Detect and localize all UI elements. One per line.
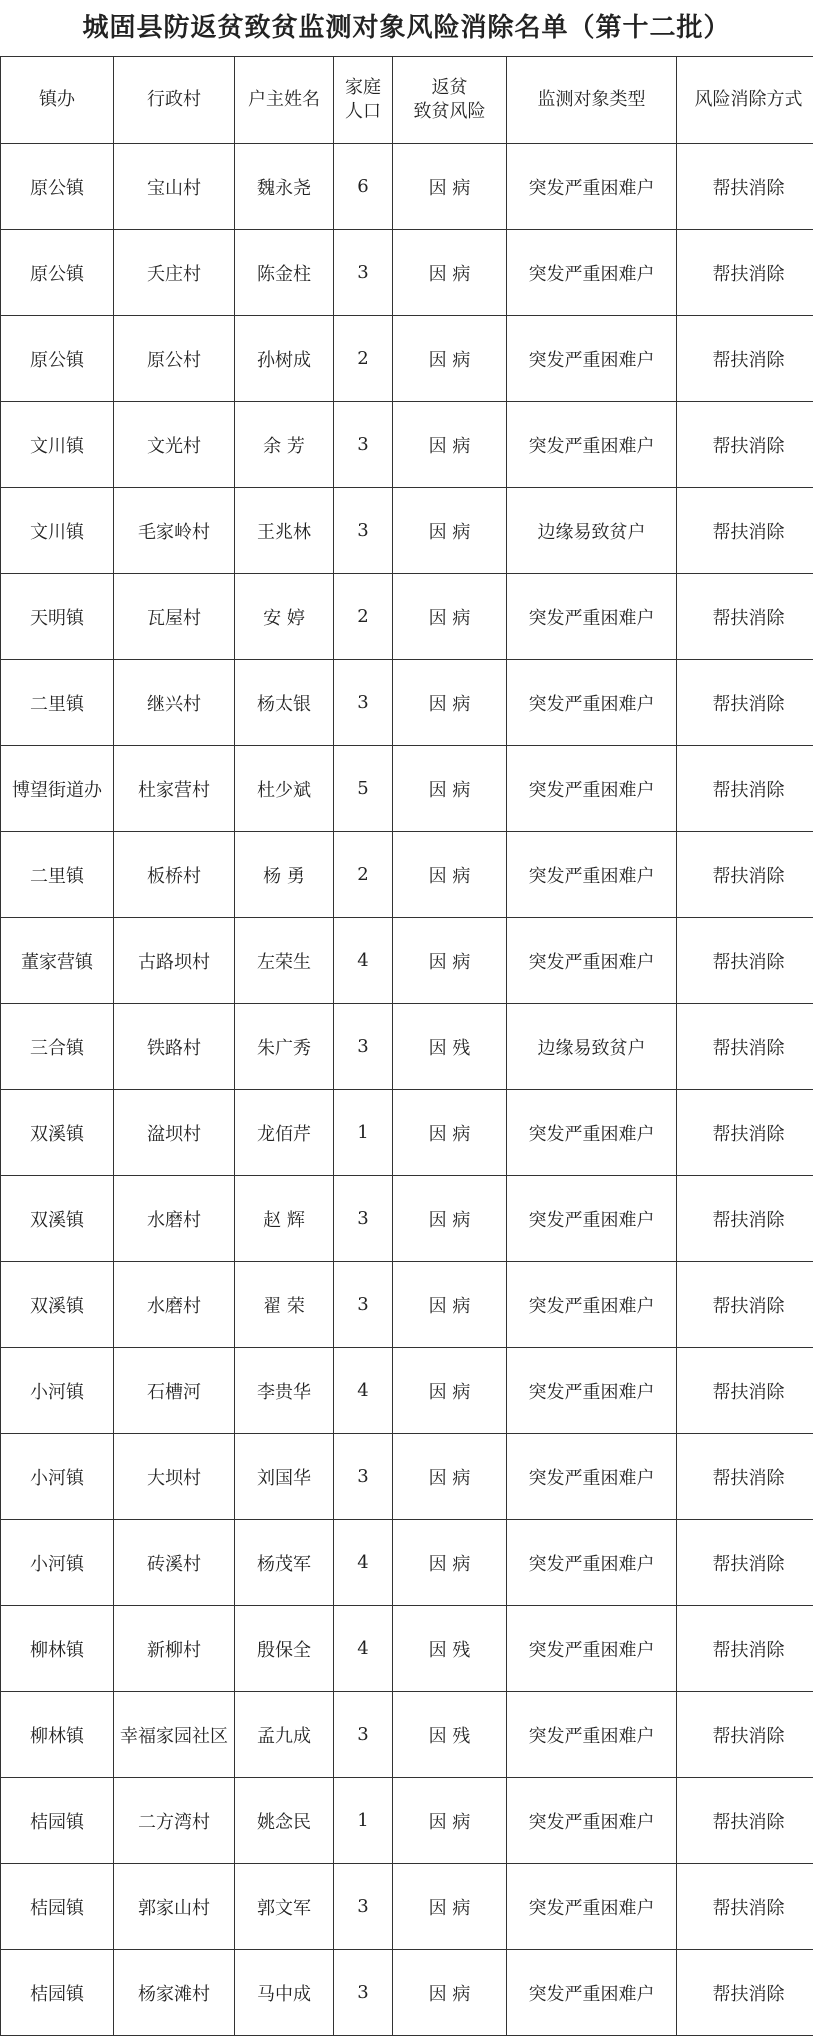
cell-elimination-method: 帮扶消除: [677, 574, 813, 660]
cell-town: 双溪镇: [1, 1090, 114, 1176]
cell-elimination-method: 帮扶消除: [677, 832, 813, 918]
header-town: 镇办: [1, 57, 114, 144]
cell-elimination-method: 帮扶消除: [677, 316, 813, 402]
cell-family-size: 4: [334, 918, 393, 1004]
cell-elimination-method: 帮扶消除: [677, 402, 813, 488]
table-row: [1, 1950, 813, 2036]
cell-family-size: 1: [334, 1778, 393, 1864]
cell-village: 石槽河: [114, 1348, 235, 1434]
cell-family-size: 3: [334, 1262, 393, 1348]
cell-town: 双溪镇: [1, 1176, 114, 1262]
cell-family-size: 6: [334, 144, 393, 230]
cell-householder-name: 杜少斌: [235, 746, 334, 832]
cell-town: 小河镇: [1, 1434, 114, 1520]
cell-risk: 因 病: [393, 832, 507, 918]
cell-family-size: 3: [334, 660, 393, 746]
cell-householder-name: 魏永尧: [235, 144, 334, 230]
table-row: [1, 832, 813, 918]
cell-village: 杜家营村: [114, 746, 235, 832]
cell-family-size: 2: [334, 574, 393, 660]
table-row: [1, 1692, 813, 1778]
cell-monitor-type: 突发严重困难户: [507, 1950, 677, 2036]
cell-risk: 因 病: [393, 1778, 507, 1864]
cell-householder-name: 余 芳: [235, 402, 334, 488]
cell-elimination-method: 帮扶消除: [677, 746, 813, 832]
cell-town: 原公镇: [1, 144, 114, 230]
table-row: [1, 574, 813, 660]
header-village: 行政村: [114, 57, 235, 144]
table-header-row: [1, 57, 813, 144]
cell-village: 郭家山村: [114, 1864, 235, 1950]
table-row: [1, 746, 813, 832]
cell-family-size: 3: [334, 1692, 393, 1778]
header-family-line1: 家庭: [334, 76, 392, 100]
cell-village: 毛家岭村: [114, 488, 235, 574]
cell-town: 原公镇: [1, 316, 114, 402]
table-row: [1, 1004, 813, 1090]
cell-monitor-type: 突发严重困难户: [507, 402, 677, 488]
table-row: [1, 316, 813, 402]
cell-householder-name: 杨 勇: [235, 832, 334, 918]
cell-risk: 因 病: [393, 144, 507, 230]
cell-family-size: 3: [334, 1950, 393, 2036]
cell-monitor-type: 突发严重困难户: [507, 1692, 677, 1778]
cell-family-size: 3: [334, 1004, 393, 1090]
cell-monitor-type: 突发严重困难户: [507, 1778, 677, 1864]
cell-monitor-type: 突发严重困难户: [507, 660, 677, 746]
cell-monitor-type: 突发严重困难户: [507, 1520, 677, 1606]
cell-monitor-type: 突发严重困难户: [507, 316, 677, 402]
cell-elimination-method: 帮扶消除: [677, 1778, 813, 1864]
cell-elimination-method: 帮扶消除: [677, 1520, 813, 1606]
cell-elimination-method: 帮扶消除: [677, 1606, 813, 1692]
cell-householder-name: 郭文军: [235, 1864, 334, 1950]
cell-elimination-method: 帮扶消除: [677, 1692, 813, 1778]
cell-family-size: 4: [334, 1520, 393, 1606]
cell-village: 水磨村: [114, 1262, 235, 1348]
cell-risk: 因 病: [393, 1520, 507, 1606]
cell-monitor-type: 边缘易致贫户: [507, 1004, 677, 1090]
cell-householder-name: 龙佰芹: [235, 1090, 334, 1176]
cell-elimination-method: 帮扶消除: [677, 144, 813, 230]
cell-family-size: 3: [334, 230, 393, 316]
table-row: [1, 1090, 813, 1176]
cell-family-size: 3: [334, 1864, 393, 1950]
table-row: [1, 1348, 813, 1434]
cell-risk: 因 病: [393, 1950, 507, 2036]
cell-village: 砖溪村: [114, 1520, 235, 1606]
cell-family-size: 5: [334, 746, 393, 832]
cell-monitor-type: 突发严重困难户: [507, 1176, 677, 1262]
cell-village: 二方湾村: [114, 1778, 235, 1864]
cell-householder-name: 刘国华: [235, 1434, 334, 1520]
cell-family-size: 2: [334, 316, 393, 402]
header-risk-line1: 返贫: [393, 76, 506, 100]
cell-town: 桔园镇: [1, 1950, 114, 2036]
cell-village: 宝山村: [114, 144, 235, 230]
cell-town: 三合镇: [1, 1004, 114, 1090]
cell-town: 博望街道办: [1, 746, 114, 832]
table-row: [1, 230, 813, 316]
cell-family-size: 3: [334, 402, 393, 488]
cell-village: 大坝村: [114, 1434, 235, 1520]
cell-town: 天明镇: [1, 574, 114, 660]
cell-town: 董家营镇: [1, 918, 114, 1004]
cell-risk: 因 病: [393, 1864, 507, 1950]
monitoring-table: [0, 56, 813, 2036]
cell-risk: 因 病: [393, 1434, 507, 1520]
cell-village: 原公村: [114, 316, 235, 402]
cell-monitor-type: 突发严重困难户: [507, 1262, 677, 1348]
cell-risk: 因 病: [393, 488, 507, 574]
table-row: [1, 1176, 813, 1262]
cell-monitor-type: 突发严重困难户: [507, 918, 677, 1004]
cell-monitor-type: 突发严重困难户: [507, 1348, 677, 1434]
table-body: [1, 144, 813, 2036]
cell-householder-name: 杨茂军: [235, 1520, 334, 1606]
cell-village: 幸福家园社区: [114, 1692, 235, 1778]
cell-elimination-method: 帮扶消除: [677, 1262, 813, 1348]
cell-monitor-type: 突发严重困难户: [507, 144, 677, 230]
table-row: [1, 918, 813, 1004]
cell-householder-name: 翟 荣: [235, 1262, 334, 1348]
cell-monitor-type: 突发严重困难户: [507, 1434, 677, 1520]
cell-town: 柳林镇: [1, 1692, 114, 1778]
cell-family-size: 3: [334, 1434, 393, 1520]
cell-householder-name: 孟九成: [235, 1692, 334, 1778]
cell-town: 小河镇: [1, 1348, 114, 1434]
header-monitor-type: 监测对象类型: [507, 57, 677, 144]
header-householder-name: 户主姓名: [235, 57, 334, 144]
cell-elimination-method: 帮扶消除: [677, 1090, 813, 1176]
cell-village: 瓦屋村: [114, 574, 235, 660]
cell-householder-name: 朱广秀: [235, 1004, 334, 1090]
cell-householder-name: 赵 辉: [235, 1176, 334, 1262]
cell-town: 桔园镇: [1, 1864, 114, 1950]
cell-village: 水磨村: [114, 1176, 235, 1262]
cell-householder-name: 马中成: [235, 1950, 334, 2036]
cell-risk: 因 病: [393, 574, 507, 660]
cell-householder-name: 安 婷: [235, 574, 334, 660]
header-risk-line2: 致贫风险: [393, 100, 506, 124]
table-row: [1, 1434, 813, 1520]
cell-town: 文川镇: [1, 488, 114, 574]
table-row: [1, 1864, 813, 1950]
cell-monitor-type: 边缘易致贫户: [507, 488, 677, 574]
cell-householder-name: 李贵华: [235, 1348, 334, 1434]
cell-town: 桔园镇: [1, 1778, 114, 1864]
cell-town: 小河镇: [1, 1520, 114, 1606]
cell-village: 文光村: [114, 402, 235, 488]
cell-town: 文川镇: [1, 402, 114, 488]
header-family-size: [334, 57, 393, 144]
cell-monitor-type: 突发严重困难户: [507, 1090, 677, 1176]
page-title: 城固县防返贫致贫监测对象风险消除名单（第十二批）: [0, 0, 813, 56]
table-row: [1, 1606, 813, 1692]
cell-family-size: 4: [334, 1348, 393, 1434]
cell-elimination-method: 帮扶消除: [677, 230, 813, 316]
cell-monitor-type: 突发严重困难户: [507, 574, 677, 660]
cell-risk: 因 病: [393, 1090, 507, 1176]
cell-monitor-type: 突发严重困难户: [507, 1864, 677, 1950]
cell-village: 继兴村: [114, 660, 235, 746]
cell-monitor-type: 突发严重困难户: [507, 832, 677, 918]
cell-village: 杨家滩村: [114, 1950, 235, 2036]
cell-householder-name: 孙树成: [235, 316, 334, 402]
cell-risk: 因 病: [393, 230, 507, 316]
cell-risk: 因 残: [393, 1692, 507, 1778]
cell-elimination-method: 帮扶消除: [677, 488, 813, 574]
cell-risk: 因 残: [393, 1004, 507, 1090]
cell-householder-name: 殷保全: [235, 1606, 334, 1692]
cell-monitor-type: 突发严重困难户: [507, 230, 677, 316]
cell-town: 二里镇: [1, 660, 114, 746]
cell-monitor-type: 突发严重困难户: [507, 746, 677, 832]
cell-risk: 因 残: [393, 1606, 507, 1692]
header-elimination-method: 风险消除方式: [677, 57, 813, 144]
cell-town: 双溪镇: [1, 1262, 114, 1348]
cell-village: 铁路村: [114, 1004, 235, 1090]
cell-risk: 因 病: [393, 1348, 507, 1434]
cell-family-size: 3: [334, 488, 393, 574]
table-row: [1, 1778, 813, 1864]
cell-risk: 因 病: [393, 1262, 507, 1348]
cell-elimination-method: 帮扶消除: [677, 1004, 813, 1090]
cell-family-size: 3: [334, 1176, 393, 1262]
cell-family-size: 4: [334, 1606, 393, 1692]
table-row: [1, 1520, 813, 1606]
cell-elimination-method: 帮扶消除: [677, 1950, 813, 2036]
cell-risk: 因 病: [393, 746, 507, 832]
cell-village: 湓坝村: [114, 1090, 235, 1176]
cell-householder-name: 姚念民: [235, 1778, 334, 1864]
table-row: [1, 660, 813, 746]
cell-village: 新柳村: [114, 1606, 235, 1692]
cell-village: 古路坝村: [114, 918, 235, 1004]
cell-village: 夭庄村: [114, 230, 235, 316]
cell-elimination-method: 帮扶消除: [677, 660, 813, 746]
table-row: [1, 488, 813, 574]
cell-family-size: 2: [334, 832, 393, 918]
cell-town: 二里镇: [1, 832, 114, 918]
cell-householder-name: 王兆林: [235, 488, 334, 574]
cell-family-size: 1: [334, 1090, 393, 1176]
cell-elimination-method: 帮扶消除: [677, 918, 813, 1004]
cell-town: 柳林镇: [1, 1606, 114, 1692]
cell-householder-name: 左荣生: [235, 918, 334, 1004]
cell-householder-name: 陈金柱: [235, 230, 334, 316]
cell-risk: 因 病: [393, 918, 507, 1004]
header-family-line2: 人口: [334, 100, 392, 124]
table-row: [1, 1262, 813, 1348]
cell-village: 板桥村: [114, 832, 235, 918]
cell-risk: 因 病: [393, 316, 507, 402]
cell-elimination-method: 帮扶消除: [677, 1434, 813, 1520]
table-row: [1, 402, 813, 488]
cell-risk: 因 病: [393, 402, 507, 488]
cell-elimination-method: 帮扶消除: [677, 1864, 813, 1950]
cell-elimination-method: 帮扶消除: [677, 1176, 813, 1262]
cell-elimination-method: 帮扶消除: [677, 1348, 813, 1434]
cell-householder-name: 杨太银: [235, 660, 334, 746]
cell-risk: 因 病: [393, 660, 507, 746]
cell-risk: 因 病: [393, 1176, 507, 1262]
header-risk: [393, 57, 507, 144]
table-row: [1, 144, 813, 230]
cell-town: 原公镇: [1, 230, 114, 316]
cell-monitor-type: 突发严重困难户: [507, 1606, 677, 1692]
